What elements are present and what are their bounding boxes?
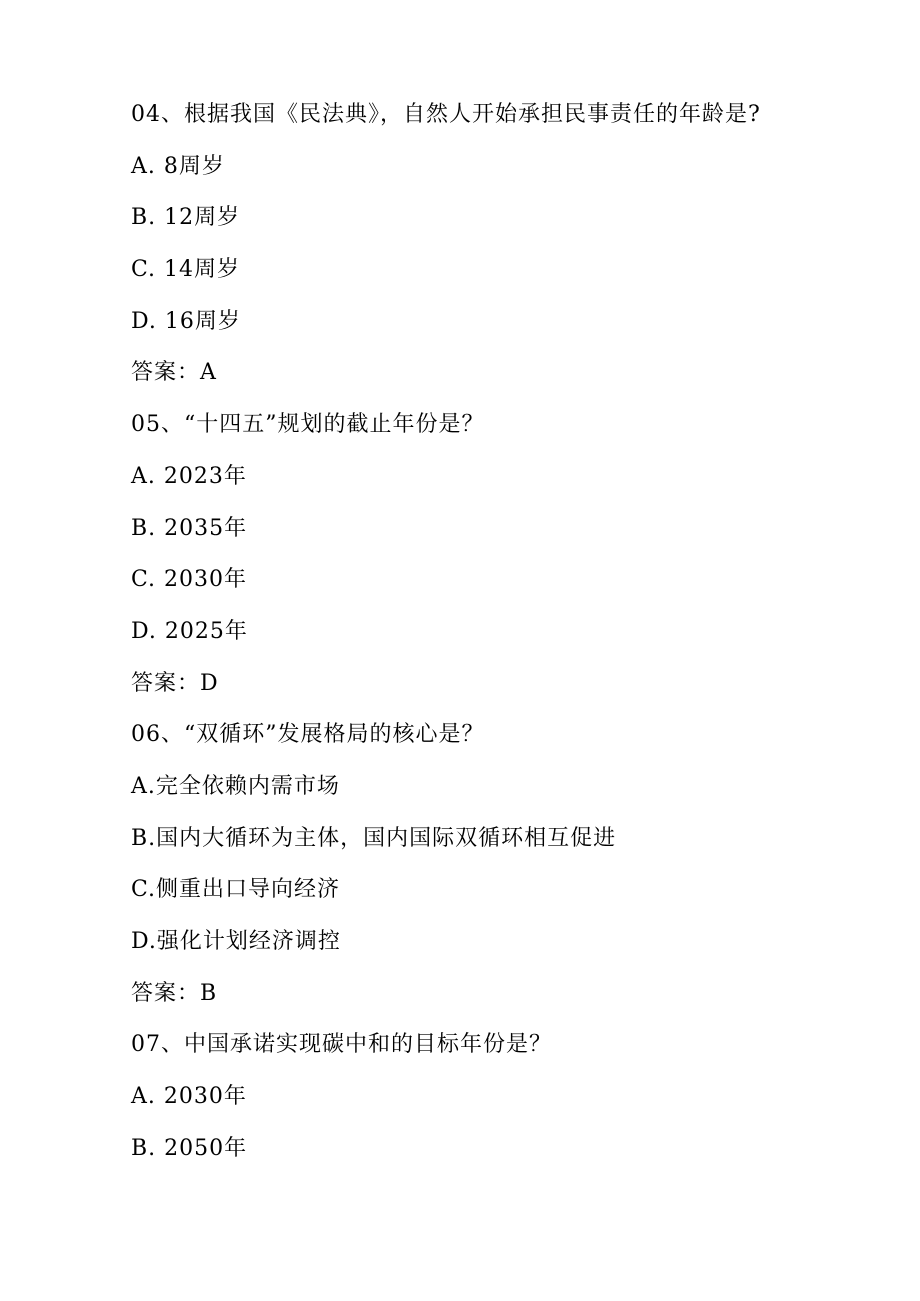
- question-04-option-c: C. 14周岁: [131, 257, 241, 283]
- question-06-option-d: D.强化计划经济调控: [131, 929, 341, 954]
- question-05-option-d: D. 2025年: [131, 618, 248, 644]
- question-07-option-b: B. 2050年: [131, 1135, 248, 1161]
- question-05-option-a: A. 2023年: [131, 463, 247, 489]
- question-05-option-b: B. 2035年: [131, 515, 248, 541]
- question-04-prompt: 04、根据我国《民法典》，自然人开始承担民事责任的年龄是?: [131, 102, 761, 127]
- question-list: [131, 94, 871, 1179]
- question-06-option-c: C.侧重出口导向经济: [131, 877, 341, 903]
- question-06-option-a: A.完全依赖内需市场: [131, 773, 340, 799]
- question-07-prompt: 07、中国承诺实现碳中和的目标年份是？: [131, 1032, 552, 1058]
- question-05-option-c: C. 2030年: [131, 567, 248, 593]
- question-06-answer: 答案：B: [131, 980, 218, 1006]
- question-04-answer: 答案：A: [131, 360, 217, 386]
- question-05-prompt: 05、“十四五”规划的截止年份是？: [131, 412, 485, 438]
- question-04-option-a: A. 8周岁: [131, 153, 225, 179]
- question-07-option-a: A. 2030年: [131, 1084, 247, 1110]
- question-04-option-d: D. 16周岁: [131, 308, 241, 334]
- question-04-option-b: B. 12周岁: [131, 205, 241, 231]
- question-05-answer: 答案：D: [131, 670, 219, 696]
- question-06-option-b: B.国内大循环为主体，国内国际双循环相互促进: [131, 825, 617, 851]
- question-06-prompt: 06、“双循环”发展格局的核心是？: [131, 722, 485, 748]
